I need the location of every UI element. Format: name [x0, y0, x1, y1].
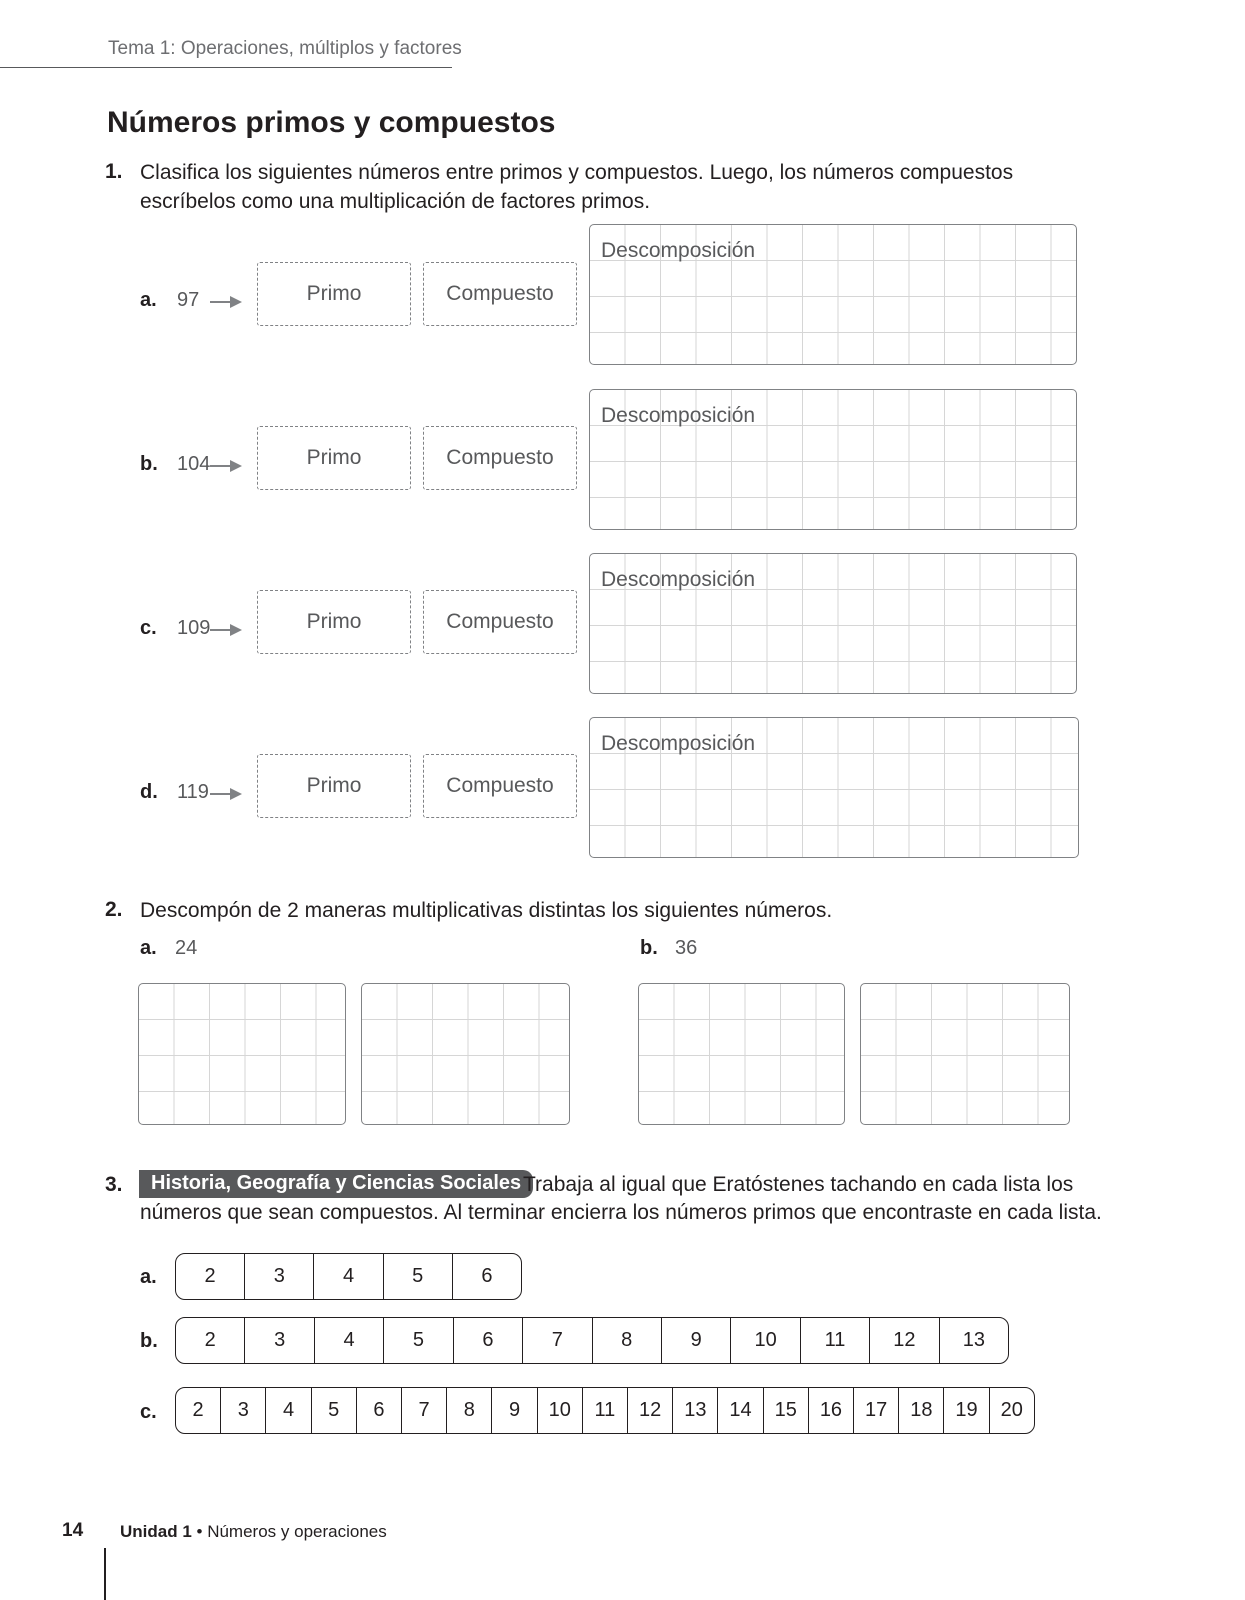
compuesto-option[interactable]: Compuesto [423, 262, 577, 326]
grid-label: Descomposición [601, 404, 756, 427]
decomposition-grid[interactable] [589, 389, 1077, 530]
compuesto-option[interactable]: Compuesto [423, 590, 577, 654]
number-cell[interactable]: 3 [244, 1254, 313, 1299]
number-cell[interactable]: 6 [452, 1254, 521, 1299]
decomposition-grid[interactable] [589, 553, 1077, 694]
q2-b-label: b. [640, 937, 658, 959]
number-cell[interactable]: 15 [763, 1388, 808, 1433]
item-number: 109 [177, 617, 211, 639]
compuesto-option[interactable]: Compuesto [423, 754, 577, 818]
number-cell[interactable]: 4 [265, 1388, 310, 1433]
number-cell[interactable]: 5 [383, 1318, 452, 1363]
footer-divider [104, 1548, 106, 1600]
compuesto-option[interactable]: Compuesto [423, 426, 577, 490]
arrow-icon [210, 787, 244, 801]
number-cell[interactable]: 8 [446, 1388, 491, 1433]
number-list-b [175, 1317, 1009, 1364]
number-cell[interactable]: 5 [311, 1388, 356, 1433]
arrow-icon [210, 459, 244, 473]
primo-option[interactable]: Primo [257, 262, 411, 326]
number-cell[interactable]: 6 [453, 1318, 522, 1363]
item-label: d. [140, 781, 158, 803]
number-cell[interactable]: 20 [989, 1388, 1034, 1433]
list-label: c. [140, 1401, 157, 1423]
page-title: Números primos y compuestos [107, 106, 556, 139]
number-cell[interactable]: 9 [661, 1318, 730, 1363]
number-cell[interactable]: 3 [244, 1318, 313, 1363]
header-rule [0, 67, 452, 68]
number-cell[interactable]: 12 [869, 1318, 938, 1363]
number-cell[interactable]: 2 [192, 1399, 204, 1421]
number-cell[interactable]: 7 [522, 1318, 591, 1363]
number-cell[interactable]: 12 [627, 1388, 672, 1433]
subject-tag: Historia, Geografía y Ciencias Sociales [139, 1170, 533, 1198]
number-cell[interactable]: 6 [356, 1388, 401, 1433]
list-label: b. [140, 1330, 158, 1352]
number-cell[interactable]: 13 [939, 1318, 1008, 1363]
number-cell[interactable]: 3 [220, 1388, 265, 1433]
number-list-c [175, 1387, 1035, 1434]
number-cell[interactable]: 5 [383, 1254, 452, 1299]
number-cell[interactable]: 9 [491, 1388, 536, 1433]
grid-label: Descomposición [601, 239, 756, 262]
number-cell[interactable]: 11 [582, 1388, 627, 1433]
number-cell[interactable]: 2 [204, 1265, 216, 1287]
number-cell[interactable]: 8 [592, 1318, 661, 1363]
q3-text-line1: Trabaja al igual que Eratóstenes tachando en cada lista los [523, 1173, 1074, 1196]
q2-b-number: 36 [675, 937, 698, 959]
answer-grid[interactable] [361, 983, 570, 1125]
decomposition-grid[interactable] [589, 717, 1079, 858]
decomposition-grid[interactable] [589, 224, 1077, 365]
answer-grid[interactable] [638, 983, 845, 1125]
primo-option[interactable]: Primo [257, 426, 411, 490]
page-number: 14 [62, 1520, 84, 1541]
primo-option[interactable]: Primo [257, 754, 411, 818]
list-label: a. [140, 1266, 157, 1288]
number-cell[interactable]: 16 [808, 1388, 853, 1433]
number-cell[interactable]: 2 [204, 1329, 216, 1351]
item-label: b. [140, 453, 158, 475]
q2-text: Descompón de 2 maneras multiplicativas distintas los siguientes números. [140, 899, 833, 922]
running-header: Tema 1: Operaciones, múltiplos y factores [108, 38, 462, 59]
unit-name: Unidad 1 [120, 1522, 192, 1541]
grid-label: Descomposición [601, 568, 756, 591]
number-list-a [175, 1253, 522, 1300]
grid-label: Descomposición [601, 732, 756, 755]
item-label: c. [140, 617, 157, 639]
number-cell[interactable]: 10 [730, 1318, 799, 1363]
item-number: 104 [177, 453, 211, 475]
answer-grid[interactable] [138, 983, 346, 1125]
q3-number: 3. [105, 1173, 123, 1196]
number-cell[interactable]: 13 [672, 1388, 717, 1433]
number-cell[interactable]: 10 [537, 1388, 582, 1433]
number-cell[interactable]: 14 [717, 1388, 762, 1433]
q1-number: 1. [105, 160, 123, 183]
unit-title: Números y operaciones [207, 1522, 387, 1541]
number-cell[interactable]: 4 [314, 1318, 383, 1363]
item-number: 97 [177, 289, 200, 311]
q2-a-number: 24 [175, 937, 198, 959]
number-cell[interactable]: 7 [401, 1388, 446, 1433]
number-cell[interactable]: 18 [898, 1388, 943, 1433]
q3-text-line2: números que sean compuestos. Al terminar encierra los números primos que encontraste en cada lista. [140, 1201, 1102, 1224]
item-label: a. [140, 289, 157, 311]
arrow-icon [210, 623, 244, 637]
number-cell[interactable]: 19 [943, 1388, 988, 1433]
item-number: 119 [177, 781, 209, 803]
q2-a-label: a. [140, 937, 157, 959]
arrow-icon [210, 295, 244, 309]
number-cell[interactable]: 4 [313, 1254, 382, 1299]
q2-number: 2. [105, 898, 123, 921]
number-cell[interactable]: 11 [800, 1318, 869, 1363]
number-cell[interactable]: 17 [853, 1388, 898, 1433]
q1-text: Clasifica los siguientes números entre primos y compuestos. Luego, los números compuestos escríbelos como una multiplicación de factores primos. [140, 161, 1014, 213]
answer-grid[interactable] [860, 983, 1070, 1125]
footer-unit: Unidad 1 • Números y operaciones [120, 1522, 387, 1541]
primo-option[interactable]: Primo [257, 590, 411, 654]
